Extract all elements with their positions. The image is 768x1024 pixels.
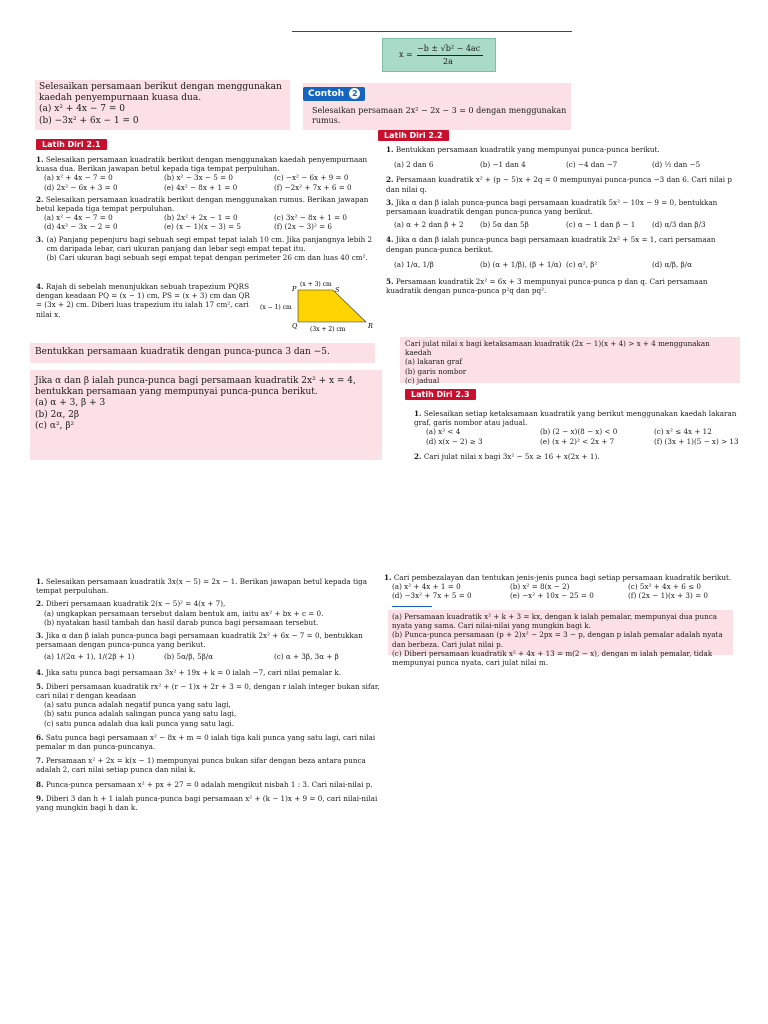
option: (b) 5α dan 5β bbox=[480, 220, 529, 230]
option: (c) α − 1 dan β − 1 bbox=[566, 220, 636, 230]
option: (d) α/β, β/α bbox=[652, 259, 692, 269]
question-9: 9. Diberi 3 dan h + 1 ialah punca-punca bagi persamaan x² + (k − 1)x + 9 = 0, cari nilai-nilai yang mungkin bagi h dan k. bbox=[36, 793, 378, 813]
option: (e) (x + 2)² < 2x + 7 bbox=[540, 436, 615, 446]
trapezium-shape bbox=[298, 290, 366, 322]
question-4: 4. Jika α dan β ialah punca-punca bagi persamaan kuadratik 2x² + 5x = 1, cari persamaan dengan punca-punca berikut. bbox=[386, 235, 716, 254]
option: (a) x² < 4 bbox=[426, 427, 461, 437]
formula-denominator: 2a bbox=[443, 57, 453, 66]
example-number: 2 bbox=[349, 88, 360, 99]
option: (d) −3x² + 7x + 5 = 0 bbox=[392, 591, 472, 601]
label-top-side: (x + 3) cm bbox=[300, 281, 332, 288]
option: (a) x² + 4x − 7 = 0 bbox=[44, 173, 113, 183]
formula-lhs: x = bbox=[399, 50, 413, 59]
option: (a) 2 dan 6 bbox=[394, 160, 434, 170]
q1-options bbox=[414, 427, 750, 445]
option: (e) (x − 1)(x − 3) = 5 bbox=[164, 222, 241, 232]
option: (c) 3x² − 8x + 1 = 0 bbox=[274, 213, 347, 223]
option: (b) (2 − x)(8 − x) < 0 bbox=[540, 427, 618, 437]
option: (a) 1/α, 1/β bbox=[394, 259, 434, 269]
option: (d) x(x − 2) ≥ 3 bbox=[426, 436, 483, 446]
option: (f) (3x + 1)(5 − x) > 13 bbox=[654, 436, 739, 446]
question-3: 3. (a) Panjang pepenjuru bagi sebuah segi empat tepat ialah 10 cm. Jika panjangnya lebih 2 cm daripada lebar, cari ukuran panjang dan lebar segi empat tepat itu. (b) Cari ukuran bagi sebuah segi empat tepat dengan perimeter 26 cm dan luas 40 cm². bbox=[36, 235, 381, 263]
question-text: Diberi 3 dan h + 1 ialah punca-punca bagi persamaan x² + (k − 1)x + 9 = 0, cari nilai-nilai yang mungkin bagi h dan k. bbox=[36, 793, 378, 813]
question-text: Selesaikan persamaan kuadratik berikut dengan menggunakan kaedah penyempurnaan kuasa dua. Berikan jawapan betul kepada tiga tempat perpuluhan. bbox=[36, 155, 368, 174]
option: (b) 5α/β, 5β/α bbox=[164, 652, 214, 662]
quadratic-formula-box bbox=[382, 38, 496, 72]
form-equation-text: Bentukkan persamaan kuadratik dengan punca-punca 3 dan −5. bbox=[35, 347, 330, 357]
question-text: Selesaikan setiap ketaksamaan kuadratik yang berikut menggunakan kaedah lakaran graf, garis nombor atau jadual. bbox=[414, 409, 737, 428]
inequality-method: (a) lakaran graf bbox=[405, 357, 463, 367]
label-bottom-side: (3x + 2) cm bbox=[310, 326, 346, 333]
inequality-method: (b) garis nombor bbox=[405, 366, 467, 376]
q1-options bbox=[386, 160, 732, 169]
q5-part: (a) satu punca adalah negatif punca yang satu lagi, bbox=[44, 700, 231, 710]
label-left-side: (x − 1) cm bbox=[260, 304, 292, 311]
completing-square-item: (b) −3x² + 6x − 1 = 0 bbox=[39, 115, 139, 126]
option: (f) −2x² + 7x + 6 = 0 bbox=[274, 182, 352, 192]
option: (c) α + 3β, 3α + β bbox=[274, 652, 339, 662]
option: (f) (2x − 1)(x + 3) = 0 bbox=[628, 591, 708, 601]
top-rule bbox=[292, 31, 572, 32]
latih-diri-2-2-banner: Latih Diri 2.2 bbox=[378, 130, 449, 141]
question-7: 7. Persamaan x² + 2x = k(x − 1) mempunyai punca bukan sifar dengan beza antara punca adalah 2, cari nilai setiap punca dan nilai k. bbox=[36, 756, 366, 775]
discriminant-part: (b) Punca-punca persamaan (p + 2)x² − 2px = 3 − p, dengan p ialah pemalar adalah nyata dan berbeza. Cari julat nilai p. bbox=[392, 630, 723, 649]
discriminant-part: (a) Persamaan kuadratik x² + k + 3 = kx, dengan k ialah pemalar, mempunyai dua punca nyata yang sama. Cari nilai-nilai yang mungkin bagi k. bbox=[392, 612, 718, 631]
q5-part: (b) satu punca adalah salingan punca yang satu lagi, bbox=[44, 709, 237, 719]
bottom-left-exercises bbox=[36, 577, 386, 812]
option: (a) 1/(2α + 1), 1/(2β + 1) bbox=[44, 652, 135, 662]
option: (b) (α + 1/β), (β + 1/α) bbox=[480, 259, 562, 269]
question-text: Diberi persamaan kuadratik 2(x − 5)² = 4(x + 7), bbox=[45, 599, 226, 609]
q1-options bbox=[384, 582, 756, 600]
q5-part: (c) satu punca adalah dua kali punca yang satu lagi. bbox=[44, 718, 234, 728]
question-1: 1. Selesaikan setiap ketaksamaan kuadratik yang berikut menggunakan kaedah lakaran graf, garis nombor atau jadual. bbox=[414, 409, 737, 428]
question-5: 5. Diberi persamaan kuadratik rx² + (r − 1)x + 2r + 3 = 0, dengan r ialah integer bukan sifar, cari nilai r dengan keadaan bbox=[36, 681, 380, 701]
latih-diri-2-3-content bbox=[414, 409, 750, 461]
question-3: 3. Jika α dan β ialah punca-punca bagi persamaan kuadratik 2x² + 6x − 7 = 0, bentukkan persamaan dengan punca-punca yang berikut. bbox=[36, 631, 363, 650]
form-equation-box bbox=[30, 343, 375, 363]
q1-options bbox=[36, 173, 381, 191]
inequality-range-box bbox=[400, 337, 740, 383]
option: (f) (2x − 3)² = 6 bbox=[274, 222, 332, 232]
question-text: Punca-punca persamaan x² + px + 27 = 0 adalah mengikut nisbah 1 : 3. Cari nilai-nilai p. bbox=[45, 779, 373, 789]
question-text: Selesaikan persamaan kuadratik berikut dengan menggunakan rumus. Berikan jawapan betul kepada tiga tempat perpuluhan. bbox=[36, 194, 369, 214]
option: (b) 2x² + 2x − 1 = 0 bbox=[164, 213, 238, 223]
question-1: 1. Selesaikan persamaan kuadratik 3x(x − 5) = 2x − 1. Berikan jawapan betul kepada tiga tempat perpuluhan. bbox=[36, 577, 368, 596]
completing-square-box bbox=[35, 80, 290, 130]
question-text: Rajah di sebelah menunjukkan sebuah trapezium PQRS dengan keadaan PQ = (x − 1) cm, PS = (x + 3) cm dan QR = (3x + 2) cm. Diberi luas trapezium itu ialah 17 cm², cari nilai x. bbox=[36, 282, 250, 319]
q3-options bbox=[36, 652, 386, 661]
question-2: 2. Persamaan kuadratik x² + (p − 5)x + 2q = 0 mempunyai punca-punca −3 dan 6. Cari nilai p dan nilai q. bbox=[386, 175, 732, 194]
example-label bbox=[303, 87, 365, 101]
formula-bar bbox=[417, 55, 483, 56]
label-s: S bbox=[335, 286, 340, 294]
option: (c) x² ≤ 4x + 12 bbox=[654, 427, 712, 437]
bottom-right-exercises bbox=[384, 573, 756, 601]
option: (a) α + 2 dan β + 2 bbox=[394, 220, 464, 230]
example-text: Selesaikan persamaan 2x² − 2x − 3 = 0 dengan menggunakan rumus. bbox=[312, 106, 567, 125]
latih-diri-2-1-banner: Latih Diri 2.1 bbox=[36, 139, 107, 150]
trapezium-pqrs-figure bbox=[258, 278, 383, 336]
question-4: 4. Rajah di sebelah menunjukkan sebuah trapezium PQRS dengan keadaan PQ = (x − 1) cm, PS = (x + 3) cm dan QR = (3x + 2) cm. Diberi luas trapezium itu ialah 17 cm², cari nilai x. bbox=[36, 282, 250, 319]
label-q: Q bbox=[292, 322, 298, 330]
completing-square-text: Selesaikan persamaan berikut dengan menggunakan kaedah penyempurnaan kuasa dua. bbox=[39, 82, 282, 104]
option: (a) x² − 4x − 7 = 0 bbox=[44, 213, 113, 223]
q2-options bbox=[36, 213, 381, 231]
question-6: 6. Satu punca bagi persamaan x² − 8x + m = 0 ialah tiga kali punca yang satu lagi, cari nilai pemalar m dan punca-puncanya. bbox=[36, 732, 376, 752]
question-text: Cari pembezalayan dan tentukan jenis-jenis punca bagi setiap persamaan kuadratik berikut. bbox=[393, 573, 732, 582]
question-2: 2. Diberi persamaan kuadratik 2(x − 5)² = 4(x + 7), bbox=[36, 599, 226, 609]
question-text: Selesaikan persamaan kuadratik 3x(x − 5) = 2x − 1. Berikan jawapan betul kepada tiga tempat perpuluhan. bbox=[36, 577, 368, 596]
roots-item: (b) 2α, 2β bbox=[35, 409, 80, 420]
option: (d) 4x² − 3x − 2 = 0 bbox=[44, 222, 118, 232]
question-text: Cari julat nilai x bagi 3x² − 5x ≥ 16 + x(2x + 1). bbox=[423, 451, 600, 461]
option: (e) −x² + 10x − 25 = 0 bbox=[510, 591, 594, 601]
latih-diri-2-1-content bbox=[36, 155, 381, 262]
label-p: P bbox=[292, 285, 297, 293]
question-text: Persamaan kuadratik 2x² = 6x + 3 mempunyai punca-punca p dan q. Cari persamaan kuadratik dengan punca-punca p²q dan pq². bbox=[386, 277, 708, 296]
option: (d) ½ dan −5 bbox=[652, 160, 701, 170]
completing-square-item: (a) x² + 4x − 7 = 0 bbox=[39, 104, 125, 115]
q2-part: (b) nyatakan hasil tambah dan hasil darab punca bagi persamaan tersebut. bbox=[44, 617, 319, 627]
roots-equation-text: Jika α dan β ialah punca-punca bagi persamaan kuadratik 2x² + x = 4, bentukkan persamaan yang mempunyai punca-punca berikut. bbox=[35, 376, 356, 398]
latih-diri-2-2-content bbox=[386, 145, 732, 295]
question-5: 5. Persamaan kuadratik 2x² = 6x + 3 mempunyai punca-punca p dan q. Cari persamaan kuadratik dengan punca-punca p²q dan pq². bbox=[386, 277, 708, 296]
latih-diri-2-3-banner: Latih Diri 2.3 bbox=[405, 389, 476, 400]
inequality-method: (c) jadual bbox=[405, 375, 440, 385]
question-part: (b) Cari ukuran bagi sebuah segi empat tepat dengan perimeter 26 cm dan luas 40 cm². bbox=[46, 253, 368, 263]
option: (c) −x² − 6x + 9 = 0 bbox=[274, 173, 349, 183]
question-text: Jika α dan β ialah punca-punca bagi persamaan kuadratik 2x² + 5x = 1, cari persamaan dengan punca-punca berikut. bbox=[386, 235, 716, 254]
question-2: 2. Selesaikan persamaan kuadratik berikut dengan menggunakan rumus. Berikan jawapan betul kepada tiga tempat perpuluhan. bbox=[36, 194, 369, 214]
option: (d) 2x² − 6x + 3 = 0 bbox=[44, 182, 118, 192]
question-1: 1. Selesaikan persamaan kuadratik berikut dengan menggunakan kaedah penyempurnaan kuasa dua. Berikan jawapan betul kepada tiga tempat perpuluhan. bbox=[36, 155, 368, 174]
question-text: Satu punca bagi persamaan x² − 8x + m = 0 ialah tiga kali punca yang satu lagi, cari nilai pemalar m dan punca-puncanya. bbox=[36, 732, 376, 752]
question-2: 2. Cari julat nilai x bagi 3x² − 5x ≥ 16 + x(2x + 1). bbox=[414, 451, 600, 461]
question-3: 3. Jika α dan β ialah punca-punca bagi persamaan kuadratik 5x² − 10x − 9 = 0, bentukkan persamaan kuadratik dengan punca-punca yang berikut. bbox=[386, 197, 718, 217]
question-text: Jika α dan β ialah punca-punca bagi persamaan kuadratik 5x² − 10x − 9 = 0, bentukkan persamaan kuadratik dengan punca-punca yang berikut. bbox=[386, 197, 718, 217]
option: (a) x² + 4x + 1 = 0 bbox=[392, 582, 461, 592]
question-text: Jika α dan β ialah punca-punca bagi persamaan kuadratik 2x² + 6x − 7 = 0, bentukkan persamaan dengan punca-punca yang berikut. bbox=[36, 631, 363, 650]
label-r: R bbox=[368, 322, 373, 330]
roots-item: (a) α + 3, β + 3 bbox=[35, 398, 106, 409]
roots-equation-box bbox=[30, 370, 382, 460]
option: (c) 5x² + 4x + 6 ≤ 0 bbox=[628, 582, 701, 592]
roots-item: (c) α², β² bbox=[35, 420, 75, 431]
question-4: 4. Jika satu punca bagi persamaan 3x² + 19x + k = 0 ialah −7, cari nilai pemalar k. bbox=[36, 667, 342, 677]
inequality-range-text: Cari julat nilai x bagi ketaksamaan kuadratik (2x − 1)(x + 4) > x + 4 menggunakan kaedah bbox=[405, 339, 710, 358]
q4-options bbox=[386, 260, 732, 269]
q2-part: (a) ungkapkan persamaan tersebut dalam bentuk am, iaitu ax² + bx + c = 0. bbox=[44, 608, 324, 618]
q3-options bbox=[386, 220, 732, 229]
option: (b) x² − 3x − 5 = 0 bbox=[164, 173, 233, 183]
blue-divider bbox=[392, 606, 432, 607]
question-8: 8. Punca-punca persamaan x² + px + 27 = 0 adalah mengikut nisbah 1 : 3. Cari nilai-nilai p. bbox=[36, 779, 373, 789]
option: (d) α/3 dan β/3 bbox=[652, 220, 706, 230]
question-text: Bentukkan persamaan kuadratik yang mempunyai punca-punca berikut. bbox=[395, 145, 660, 154]
example-label-text: Contoh bbox=[308, 89, 345, 99]
discriminant-box bbox=[388, 610, 733, 668]
question-1: 1. Bentukkan persamaan kuadratik yang mempunyai punca-punca berikut. bbox=[386, 145, 660, 154]
option: (b) −1 dan 4 bbox=[480, 160, 526, 170]
option: (b) x² = 8(x − 2) bbox=[510, 582, 570, 592]
question-text: Diberi persamaan kuadratik rx² + (r − 1)x + 2r + 3 = 0, dengan r ialah integer bukan sifar, cari nilai r dengan keadaan bbox=[36, 681, 380, 701]
discriminant-part: (c) Diberi persamaan kuadratik x² + 4x + 13 = m(2 − x), dengan m ialah pemalar, tidak mempunyai punca nyata, cari julat nilai m. bbox=[392, 648, 713, 668]
question-text: Persamaan x² + 2x = k(x − 1) mempunyai punca bukan sifar dengan beza antara punca adalah 2, cari nilai setiap punca dan nilai k. bbox=[36, 756, 366, 775]
option: (e) 4x² − 8x + 1 = 0 bbox=[164, 182, 238, 192]
option: (c) −4 dan −7 bbox=[566, 160, 618, 170]
question-1: 1. Cari pembezalayan dan tentukan jenis-jenis punca bagi setiap persamaan kuadratik berikut. bbox=[384, 573, 732, 582]
question-text: Jika satu punca bagi persamaan 3x² + 19x + k = 0 ialah −7, cari nilai pemalar k. bbox=[45, 667, 342, 677]
option: (c) α², β² bbox=[566, 259, 598, 269]
question-text: Persamaan kuadratik x² + (p − 5)x + 2q = 0 mempunyai punca-punca −3 dan 6. Cari nilai p dan nilai q. bbox=[386, 175, 732, 194]
question-part: (a) Panjang pepenjuru bagi sebuah segi empat tepat ialah 10 cm. Jika panjangnya lebih 2 cm daripada lebar, cari ukuran panjang dan lebar segi empat tepat itu. bbox=[46, 234, 373, 253]
formula-numerator: −b ± √b² − 4ac bbox=[417, 44, 481, 53]
